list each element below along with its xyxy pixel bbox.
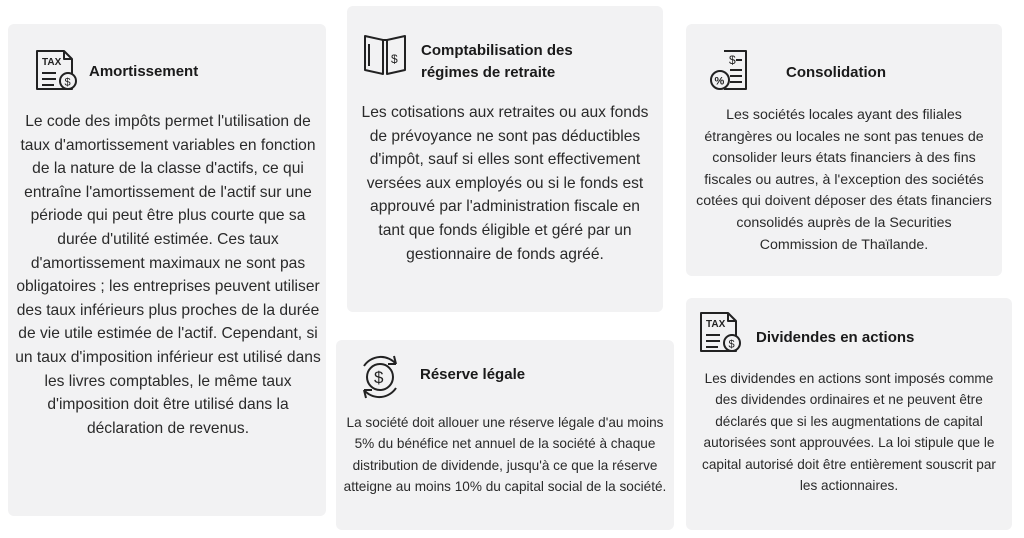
financial-statement-icon — [708, 48, 756, 94]
card-body: Les cotisations aux retraites ou aux fonds de prévoyance ne sont pas déductibles d'impôt, sauf si elles sont effectivement versées aux employés ou si le fonds est approuvé par l'administration fiscale en tant que fonds éligible et géré par un gestionnaire de fonds agréé. — [361, 104, 649, 263]
card-body: Les sociétés locales ayant des filiales étrangères ou locales ne sont pas tenues de consolider leurs états financiers à des fins fiscales ou autres, à l'exception des sociétés cotées qui doivent déposer des états financiers consolidés auprès de la Securities Commission de Thaïlande. — [696, 107, 992, 253]
svg-text:$: $ — [374, 368, 384, 387]
svg-text:%: % — [714, 75, 725, 88]
card-dividendes — [686, 298, 1012, 530]
tax-icon-text: TAX — [42, 57, 62, 68]
card-body: Les dividendes en actions sont imposés comme des dividendes ordinaires et ne peuvent être déclarés que si les augmentations de capital autorisées sont approuvées. La loi stipule que le capital autorisé doit être entièrement souscrit par les actionnaires. — [702, 371, 996, 494]
svg-text:$: $ — [64, 76, 71, 89]
svg-text:$: $ — [728, 338, 735, 351]
card-title: Réserve légale — [420, 366, 526, 383]
card-retraite — [347, 6, 663, 312]
ledger-book-icon — [361, 30, 409, 78]
tax-document-icon — [34, 48, 82, 94]
card-title: Comptabilisation des régimes de retraite — [421, 42, 573, 81]
card-body: Le code des impôts permet l'utilisation de taux d'amortissement variables en fonction de la nature de la classe d'actifs, ce qui entraîne l'amortissement de l'actif sur une période qui peut être plus courte que sa durée d'utilité estimée. Ces taux d'amortissement maximaux ne sont pas obligatoires ; les entreprises peuvent utiliser des taux inférieurs plus proches de la durée de vie utile estimée de l'actif. Cependant, si un taux d'imposition inférieur est utilisé dans les livres comptables, le même taux d'imposition doit être utilisé dans la déclaration de revenus. — [15, 113, 321, 437]
tax-icon-text: TAX — [706, 319, 726, 330]
card-reserve — [336, 340, 674, 530]
card-amortissement — [8, 24, 326, 516]
dollar-cycle-icon — [354, 352, 406, 402]
tax-document-icon — [698, 310, 746, 356]
card-title: Consolidation — [786, 64, 886, 81]
card-title: Amortissement — [89, 63, 199, 80]
card-consolidation — [686, 24, 1002, 276]
svg-text:$: $ — [729, 53, 736, 67]
card-title: Dividendes en actions — [756, 329, 915, 346]
card-body: La société doit allouer une réserve légale d'au moins 5% du bénéfice net annuel de la société à chaque distribution de dividende, jusqu'à ce que la réserve atteigne au moins 10% du capital social de la société. — [343, 415, 667, 495]
svg-text:$: $ — [391, 52, 398, 66]
